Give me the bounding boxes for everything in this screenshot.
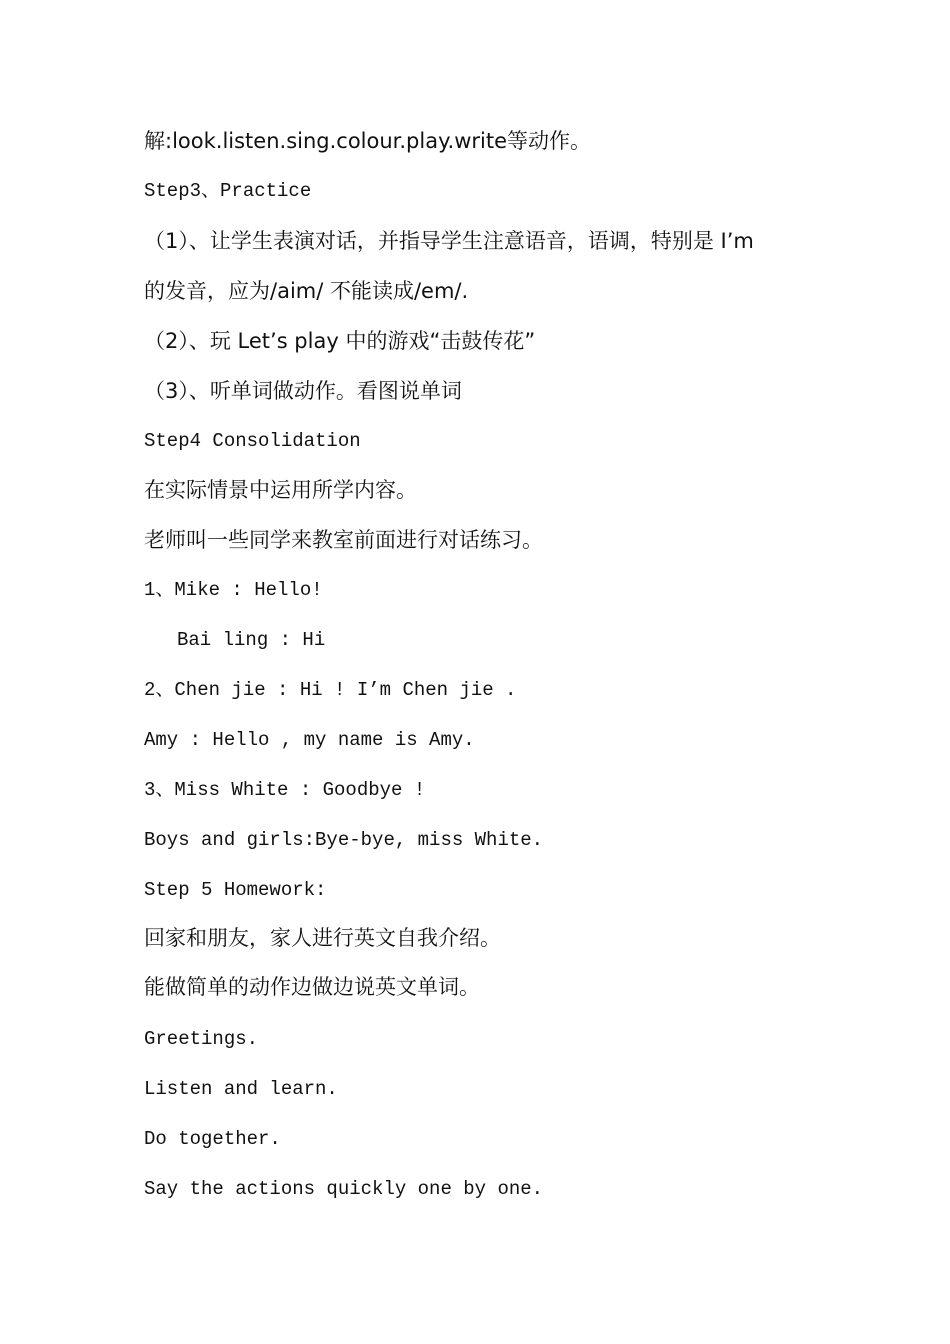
dialogue-1-line-2: Bai ling : Hi: [177, 629, 326, 651]
homework-item-1: 回家和朋友，家人进行英文自我介绍。: [144, 926, 501, 950]
homework-item-2: 能做简单的动作边做边说英文单词。: [144, 975, 480, 999]
dialogue-1-line-1: 1、Mike : Hello!: [144, 579, 323, 601]
dialogue-3-line-1: 3、Miss White : Goodbye !: [144, 779, 426, 801]
step3-heading: Step3、Practice: [144, 180, 312, 202]
step5-heading: Step 5 Homework:: [144, 879, 327, 901]
step4-heading: Step4 Consolidation: [144, 430, 361, 452]
summary-greetings: Greetings.: [144, 1028, 259, 1050]
practice-item-2: （2）、玩 Let’s play 中的游戏“击鼓传花”: [144, 329, 536, 353]
practice-item-3: （3）、听单词做动作。看图说单词: [144, 379, 462, 403]
consolidation-text-1: 在实际情景中运用所学内容。: [144, 478, 417, 502]
dialogue-2-line-1: 2、Chen jie : Hi ! I’m Chen jie .: [144, 679, 517, 701]
dialogue-2-line-2: Amy : Hello , my name is Amy.: [144, 729, 475, 751]
dialogue-3-line-2: Boys and girls:Bye-bye, miss White.: [144, 829, 544, 851]
activity-list-line: 解:look.listen.sing.colour.play.write等动作。: [144, 129, 591, 153]
practice-item-1-continued: 的发音，应为/aim/ 不能读成/em/.: [144, 279, 469, 303]
summary-say-the-actions: Say the actions quickly one by one.: [144, 1178, 544, 1200]
practice-item-1: （1）、让学生表演对话，并指导学生注意语音，语调，特别是 I’m: [144, 229, 754, 253]
summary-do-together: Do together.: [144, 1128, 281, 1150]
summary-listen-and-learn: Listen and learn.: [144, 1078, 338, 1100]
consolidation-text-2: 老师叫一些同学来教室前面进行对话练习。: [144, 528, 543, 552]
